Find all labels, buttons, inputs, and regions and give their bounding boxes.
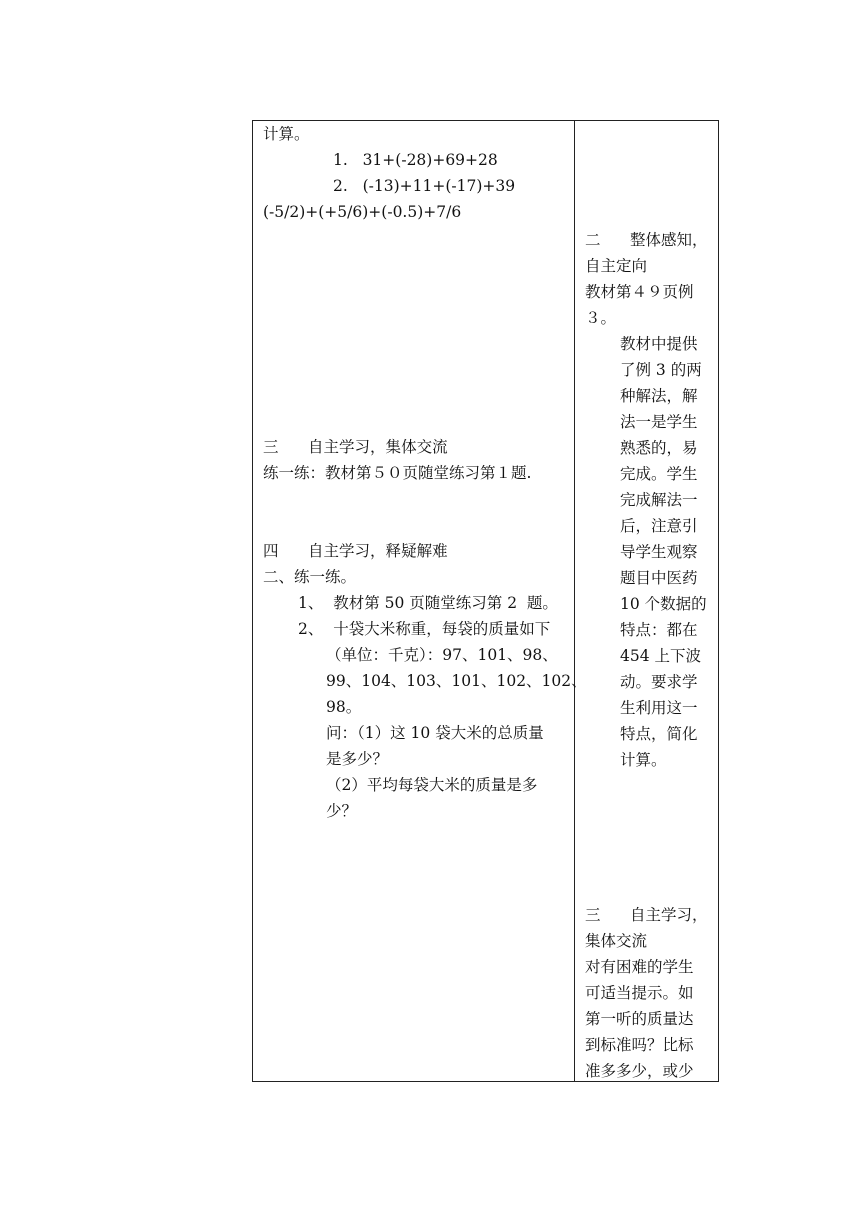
intro-text: 计算。 bbox=[263, 125, 310, 143]
note-line: 后，注意引 bbox=[620, 517, 698, 535]
note-line: 导学生观察 bbox=[620, 543, 698, 561]
section-3-heading: 三 自主学习，集体交流 bbox=[263, 438, 448, 456]
hint-line: 可适当提示。如 bbox=[585, 984, 694, 1002]
column-divider bbox=[574, 120, 575, 1082]
question-1-line-2: 是多少？ bbox=[326, 750, 389, 768]
right-section-2-line-1: 二 整体感知， bbox=[585, 231, 708, 249]
exercise-3: (-5/2)+(+5/6)+(-0.5)+7/6 bbox=[263, 203, 462, 221]
note-line: 了例 3 的两 bbox=[620, 361, 702, 379]
list-item-2-line-1: 2、 十袋大米称重，每袋的质量如下 bbox=[298, 620, 551, 638]
right-textbook-line-1: 教材第４９页例 bbox=[585, 283, 694, 301]
right-section-3-line-1: 三 自主学习， bbox=[585, 906, 708, 924]
right-textbook-line-2: ３。 bbox=[585, 309, 617, 327]
hint-line: 对有困难的学生 bbox=[585, 958, 694, 976]
note-line: 法一是学生 bbox=[620, 413, 698, 431]
question-2-line-2: 少？ bbox=[326, 802, 358, 820]
note-line: 教材中提供 bbox=[620, 335, 698, 353]
question-2-line-1: （2）平均每袋大米的质量是多 bbox=[326, 776, 538, 794]
list-item-2-line-2: （单位：千克）：97、101、98、 bbox=[326, 646, 558, 664]
section-4-heading: 四 自主学习，释疑解难 bbox=[263, 542, 448, 560]
list-item-2-line-4: 98。 bbox=[326, 698, 362, 716]
note-line: 熟悉的，易 bbox=[620, 439, 698, 457]
hint-line: 准多多少，或少 bbox=[585, 1062, 694, 1080]
right-section-3-line-2: 集体交流 bbox=[585, 932, 648, 950]
note-line: 10 个数据的 bbox=[620, 595, 707, 613]
note-line: 动。要求学 bbox=[620, 673, 698, 691]
hint-line: 第一听的质量达 bbox=[585, 1010, 694, 1028]
section-3-practice: 练一练：教材第５０页随堂练习第１题. bbox=[263, 464, 532, 482]
note-line: 特点：都在 bbox=[620, 621, 698, 639]
exercise-1: 1. 31+(-28)+69+28 bbox=[333, 151, 498, 169]
right-section-2-line-2: 自主定向 bbox=[585, 257, 648, 275]
note-line: 生利用这一 bbox=[620, 699, 698, 717]
note-line: 特点，简化 bbox=[620, 725, 698, 743]
part-2-title: 二、练一练。 bbox=[263, 568, 357, 586]
note-line: 完成。学生 bbox=[620, 465, 698, 483]
note-line: 题目中医药 bbox=[620, 569, 698, 587]
note-line: 完成解法一 bbox=[620, 491, 698, 509]
list-item-1: 1、 教材第 50 页随堂练习第 2 题。 bbox=[298, 594, 558, 612]
list-item-2-line-3: 99、104、103、101、102、102、 bbox=[326, 672, 587, 690]
note-line: 454 上下波 bbox=[620, 647, 702, 665]
question-1-line-1: 问：（1）这 10 袋大米的总质量 bbox=[326, 724, 544, 742]
note-line: 计算。 bbox=[620, 751, 667, 769]
exercise-2: 2. (-13)+11+(-17)+39 bbox=[333, 177, 516, 195]
note-line: 种解法，解 bbox=[620, 387, 698, 405]
hint-line: 到标准吗？比标 bbox=[585, 1036, 694, 1054]
